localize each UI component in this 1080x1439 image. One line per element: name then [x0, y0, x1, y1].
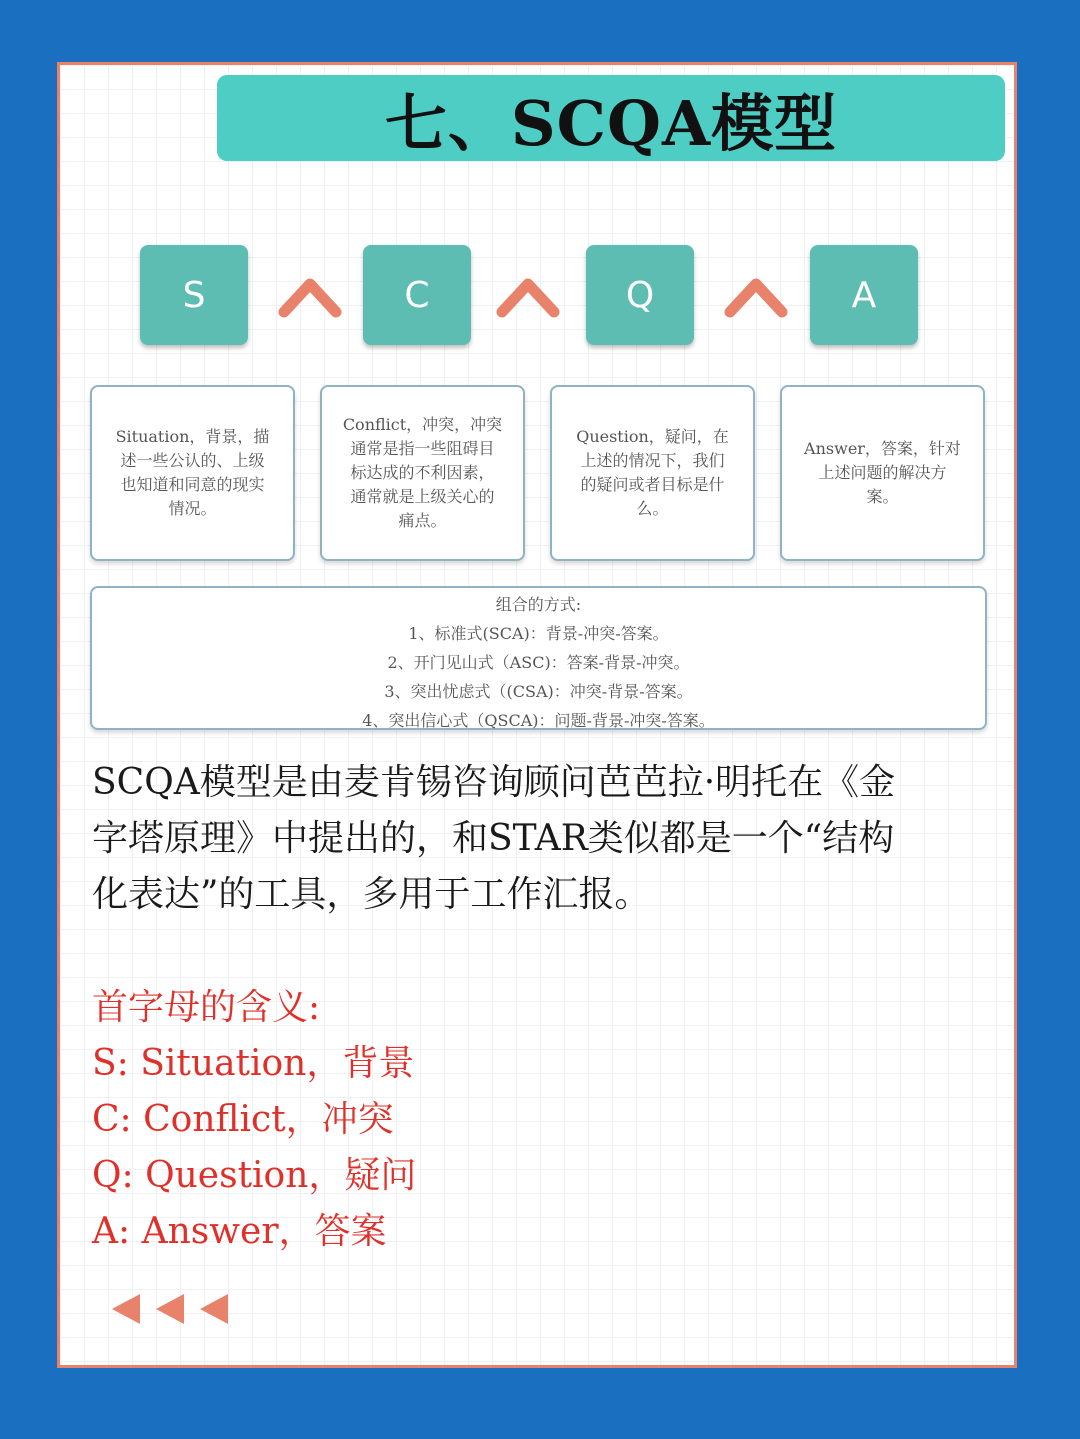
paragraph-line: 化表达”的工具，多用于工作汇报。: [92, 874, 651, 915]
desc-line: Conflict，冲突，冲突: [342, 415, 503, 434]
meaning-item: Q: Question，疑问: [92, 1155, 417, 1196]
intro-paragraph: [92, 755, 992, 923]
chevron-up-icon: [724, 270, 788, 320]
desc-line: 通常就是上级关心的: [350, 487, 495, 506]
meaning-item: C: Conflict，冲突: [92, 1099, 394, 1140]
meanings-heading: 首字母的含义:: [92, 987, 321, 1028]
meaning-item: S: Situation，背景: [92, 1043, 415, 1084]
title-banner: [217, 75, 1005, 161]
letter-box-q: Q: [586, 245, 694, 345]
combination-item: 2、开门见山式（ASC)：答案-背景-冲突。: [387, 653, 690, 672]
combination-item: 1、标准式(SCA)：背景-冲突-答案。: [408, 624, 669, 643]
letter-box-c: C: [363, 245, 471, 345]
desc-line: 痛点。: [398, 511, 447, 530]
desc-line: Answer，答案，针对: [804, 439, 961, 458]
conflict-description: [320, 385, 525, 561]
chevron-up-icon: [278, 270, 342, 320]
answer-description: [780, 385, 985, 561]
desc-line: 上述问题的解决方: [818, 463, 947, 482]
paragraph-line: SCQA模型是由麦肯锡咨询顾问芭芭拉·明托在《金: [92, 762, 896, 803]
desc-line: 案。: [866, 487, 899, 506]
desc-line: Question，疑问，在: [576, 427, 729, 446]
desc-line: 么。: [636, 499, 669, 518]
letter-box-a: A: [810, 245, 918, 345]
desc-line: 的疑问或者目标是什: [580, 475, 725, 494]
desc-line: 情况。: [168, 499, 217, 518]
combination-item: 3、突出忧虑式（(CSA)：冲突-背景-答案。: [384, 682, 693, 701]
desc-line: Situation，背景，描: [115, 427, 270, 446]
triple-left-arrow-icon: [108, 1289, 234, 1329]
question-description: [550, 385, 755, 561]
chevron-up-icon: [496, 270, 560, 320]
desc-line: 通常是指一些阻碍目: [350, 439, 495, 458]
situation-description: [90, 385, 295, 561]
meaning-item: A: Answer，答案: [92, 1211, 387, 1252]
content-card: [57, 62, 1017, 1368]
combination-box: [90, 586, 987, 730]
combination-item: 4、突出信心式（QSCA)：问题-背景-冲突-答案。: [362, 711, 715, 730]
paragraph-line: 字塔原理》中提出的，和STAR类似都是一个“结构: [92, 818, 895, 859]
desc-line: 述一些公认的、上级: [120, 451, 265, 470]
combination-heading: 组合的方式:: [495, 595, 582, 614]
desc-line: 上述的情况下，我们: [580, 451, 725, 470]
desc-line: 也知道和同意的现实: [120, 475, 265, 494]
letter-box-s: S: [140, 245, 248, 345]
page-title: 七、SCQA模型: [384, 86, 838, 160]
meanings-list: [92, 980, 792, 1260]
desc-line: 标达成的不利因素，: [350, 463, 495, 482]
